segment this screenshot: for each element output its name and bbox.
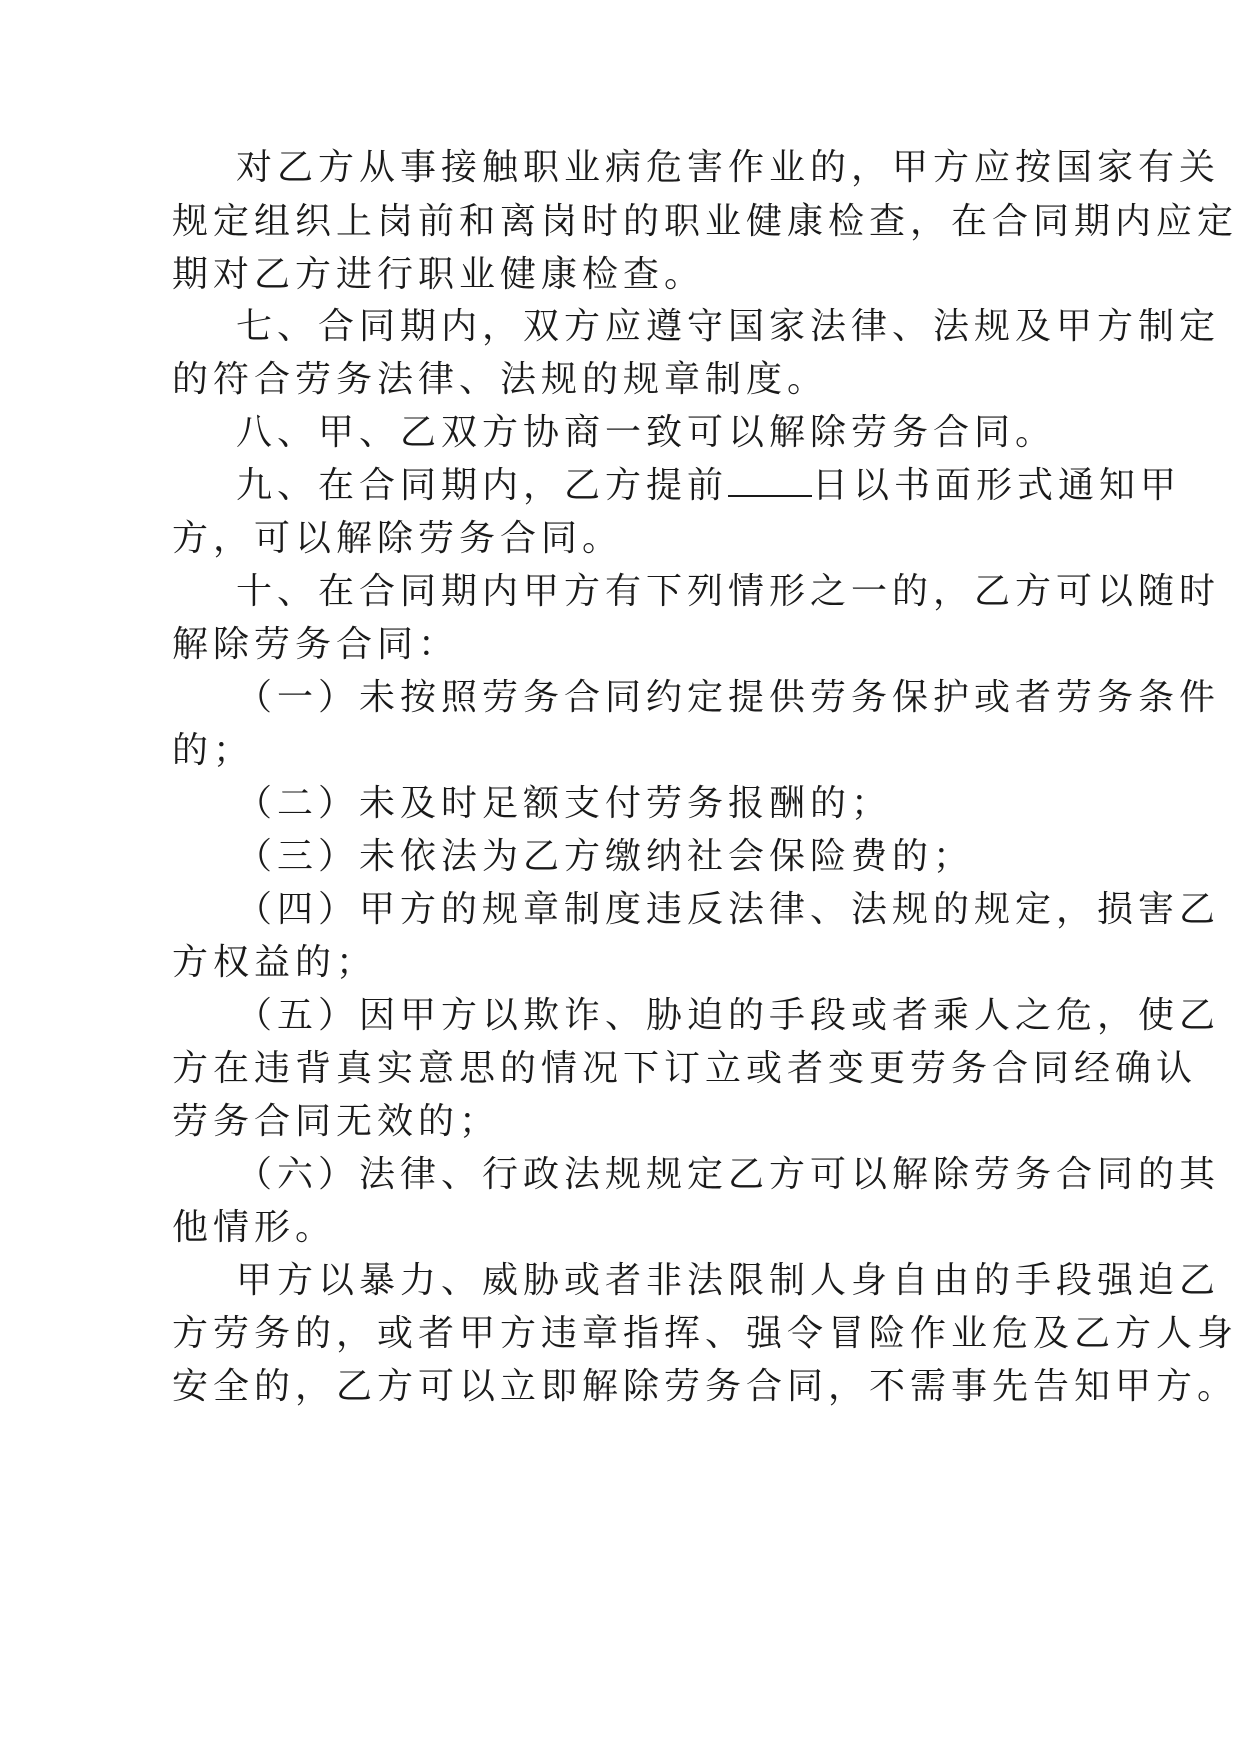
paragraph-line: 八、甲、乙双方协商一致可以解除劳务合同。 <box>236 412 1057 453</box>
paragraph-line: 对乙方从事接触职业病危害作业的，甲方应按国家有关 <box>236 147 1221 188</box>
paragraph-line: 方劳务的，或者甲方违章指挥、强令冒险作业危及乙方人身 <box>172 1313 1239 1354</box>
paragraph-line <box>236 464 1181 508</box>
paragraph-line: 劳务合同无效的； <box>172 1101 501 1142</box>
paragraph-line: （二）未及时足额支付劳务报酬的； <box>236 783 893 824</box>
line-text: 日以书面形式通知甲 <box>812 465 1182 506</box>
paragraph-line: 的； <box>172 730 255 771</box>
paragraph-line: 十、在合同期内甲方有下列情形之一的，乙方可以随时 <box>236 571 1221 612</box>
paragraph-line: 他情形。 <box>172 1207 337 1248</box>
paragraph-line: 的符合劳务法律、法规的规章制度。 <box>172 359 829 400</box>
paragraph-line: （四）甲方的规章制度违反法律、法规的规定，损害乙 <box>236 889 1221 930</box>
paragraph-line: （五）因甲方以欺诈、胁迫的手段或者乘人之危，使乙 <box>236 995 1221 1036</box>
paragraph-line: （一）未按照劳务合同约定提供劳务保护或者劳务条件 <box>236 677 1221 718</box>
paragraph-line: 方，可以解除劳务合同。 <box>172 518 624 559</box>
paragraph-line: 方在违背真实意思的情况下订立或者变更劳务合同经确认 <box>172 1048 1198 1089</box>
line-text: 九、在合同期内，乙方提前 <box>236 465 729 506</box>
paragraph-line: 安全的，乙方可以立即解除劳务合同，不需事先告知甲方。 <box>172 1366 1239 1407</box>
paragraph-line: （六）法律、行政法规规定乙方可以解除劳务合同的其 <box>236 1154 1221 1195</box>
fill-in-blank <box>728 465 812 497</box>
paragraph-line: 方权益的； <box>172 942 378 983</box>
paragraph-line: （三）未依法为乙方缴纳社会保险费的； <box>236 836 975 877</box>
paragraph-line: 七、合同期内，双方应遵守国家法律、法规及甲方制定 <box>236 306 1221 347</box>
paragraph-line: 期对乙方进行职业健康检查。 <box>172 254 706 295</box>
paragraph-line: 解除劳务合同： <box>172 624 460 665</box>
paragraph-line: 甲方以暴力、威胁或者非法限制人身自由的手段强迫乙 <box>236 1260 1221 1301</box>
paragraph-line: 规定组织上岗前和离岗时的职业健康检查，在合同期内应定 <box>172 201 1239 242</box>
